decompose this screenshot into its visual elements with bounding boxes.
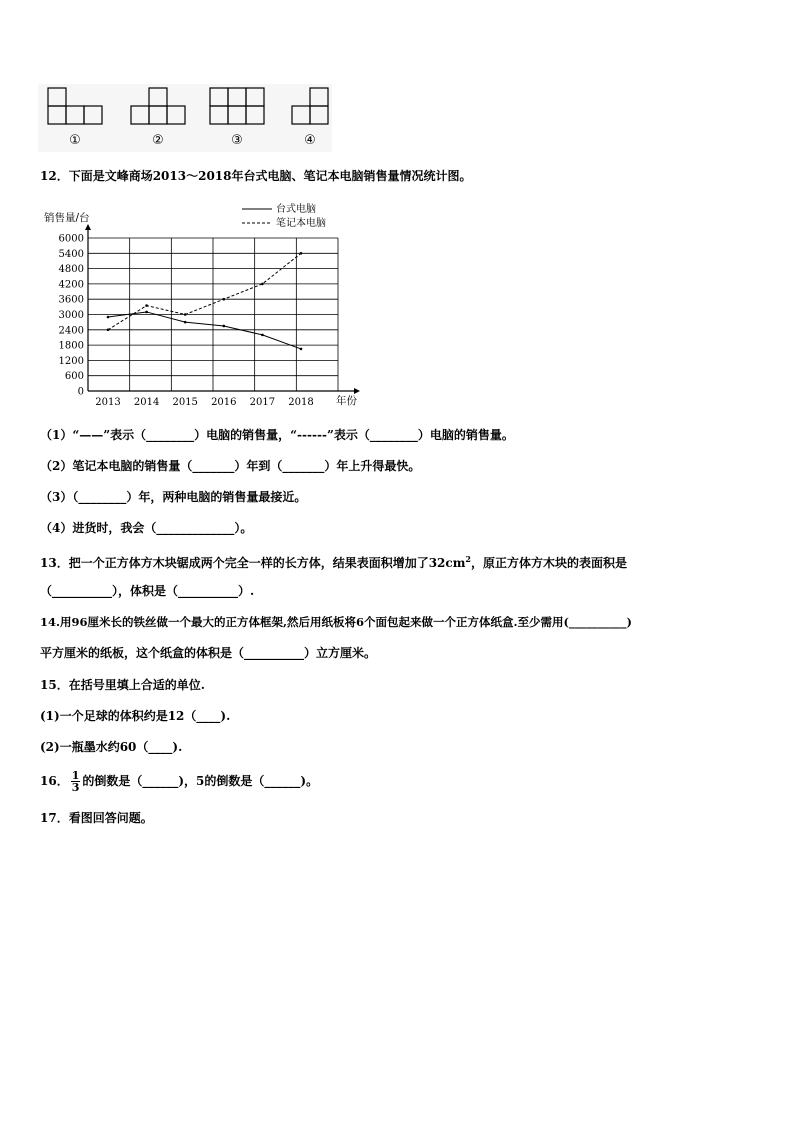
series-line-desktop [108, 312, 301, 349]
data-point-laptop [145, 304, 148, 307]
y-tick-label: 1800 [58, 340, 84, 352]
y-axis-arrow [85, 224, 91, 230]
x-axis-arrow [354, 388, 360, 394]
y-tick-label: 6000 [58, 233, 84, 245]
data-point-desktop [145, 311, 148, 314]
data-point-desktop [107, 316, 110, 319]
data-point-desktop [184, 321, 187, 324]
q12-sub1: （1）“——”表示（________）电脑的销售量，“------”表示（________）电脑的销售量。 [40, 428, 514, 442]
net-label-2: ② [152, 133, 164, 148]
y-tick-label: 3600 [58, 294, 84, 306]
chart-axes [59, 224, 360, 408]
chart-legend [242, 202, 326, 229]
q12-sub2: （2）笔记本电脑的销售量（_______）年到（_______）年上升得最快。 [40, 459, 421, 473]
y-tick-label: 5400 [58, 248, 84, 260]
sales-line-chart [36, 196, 382, 410]
fraction-numerator: 1 [71, 769, 80, 782]
chart-series [107, 252, 303, 350]
net-label-4: ④ [304, 133, 316, 148]
q13-line1-b: ，原正方体方木块的表面积是 [470, 556, 627, 570]
q16-prefix: 16． [40, 774, 69, 788]
q12-sub3: （3）（________）年，两种电脑的销售量最接近。 [40, 490, 307, 504]
net-label-3: ③ [231, 133, 243, 148]
q17-title: 17．看图回答问题。 [40, 811, 153, 825]
fraction-denominator: 3 [71, 781, 80, 794]
data-point-laptop [107, 329, 110, 332]
legend-label-laptop: 笔记本电脑 [276, 218, 326, 229]
x-tick-label: 2013 [95, 397, 121, 408]
q14-line1: 14.用96厘米长的铁丝做一个最大的正方体框架,然后用纸板将6个面包起来做一个正方体纸盒.至少需用(__________) [40, 615, 632, 629]
y-tick-label: 600 [64, 371, 84, 383]
cube-nets-figure [38, 84, 332, 152]
y-tick-label: 4200 [58, 279, 84, 291]
net-label-1: ① [69, 133, 81, 148]
x-tick-label: 2017 [249, 397, 276, 408]
q15-title: 15．在括号里填上合适的单位. [40, 678, 205, 692]
y-tick-label: 4800 [58, 264, 84, 276]
fraction-one-third [71, 770, 81, 793]
x-tick-label: 2018 [288, 397, 314, 408]
q13-line1-a: 13．把一个正方体方木块锯成两个完全一样的长方体，结果表面积增加了32cm [40, 556, 466, 570]
q15-sub2: (2)一瓶墨水约60（____). [40, 740, 183, 754]
x-tick-label: 2015 [172, 397, 198, 408]
q13-line2: （__________），体积是（__________）. [40, 584, 255, 598]
y-tick-label: 2400 [58, 325, 84, 337]
x-tick-label: 2016 [211, 397, 237, 408]
series-line-laptop [108, 253, 301, 329]
x-axis-label: 年份 [336, 395, 357, 407]
q16-suffix: 的倒数是（______)，5的倒数是（______)。 [82, 774, 319, 788]
data-point-desktop [300, 348, 303, 351]
q15-sub1: (1)一个足球的体积约是12（____). [40, 709, 231, 723]
q14-line2: 平方厘米的纸板，这个纸盒的体积是（__________）立方厘米。 [40, 646, 377, 660]
y-tick-label: 0 [77, 386, 84, 398]
q16-line [40, 768, 318, 794]
data-point-laptop [261, 283, 264, 286]
q12-title: 12．下面是文峰商场2013～2018年台式电脑、笔记本电脑销售量情况统计图。 [40, 169, 472, 183]
data-point-desktop [261, 334, 264, 337]
y-tick-label: 1200 [58, 355, 84, 367]
data-point-laptop [300, 252, 303, 255]
y-axis-label: 销售量/台 [44, 212, 90, 224]
legend-label-desktop: 台式电脑 [276, 204, 316, 215]
data-point-laptop [223, 298, 226, 301]
y-tick-label: 3000 [58, 310, 84, 321]
q13-line1 [40, 551, 627, 571]
q12-sub4: （4）进货时，我会（_____________）。 [40, 521, 253, 535]
data-point-laptop [184, 313, 187, 316]
q13-unit-exponent: 2 [465, 554, 471, 564]
x-tick-label: 2014 [133, 397, 160, 408]
data-point-desktop [223, 325, 226, 328]
